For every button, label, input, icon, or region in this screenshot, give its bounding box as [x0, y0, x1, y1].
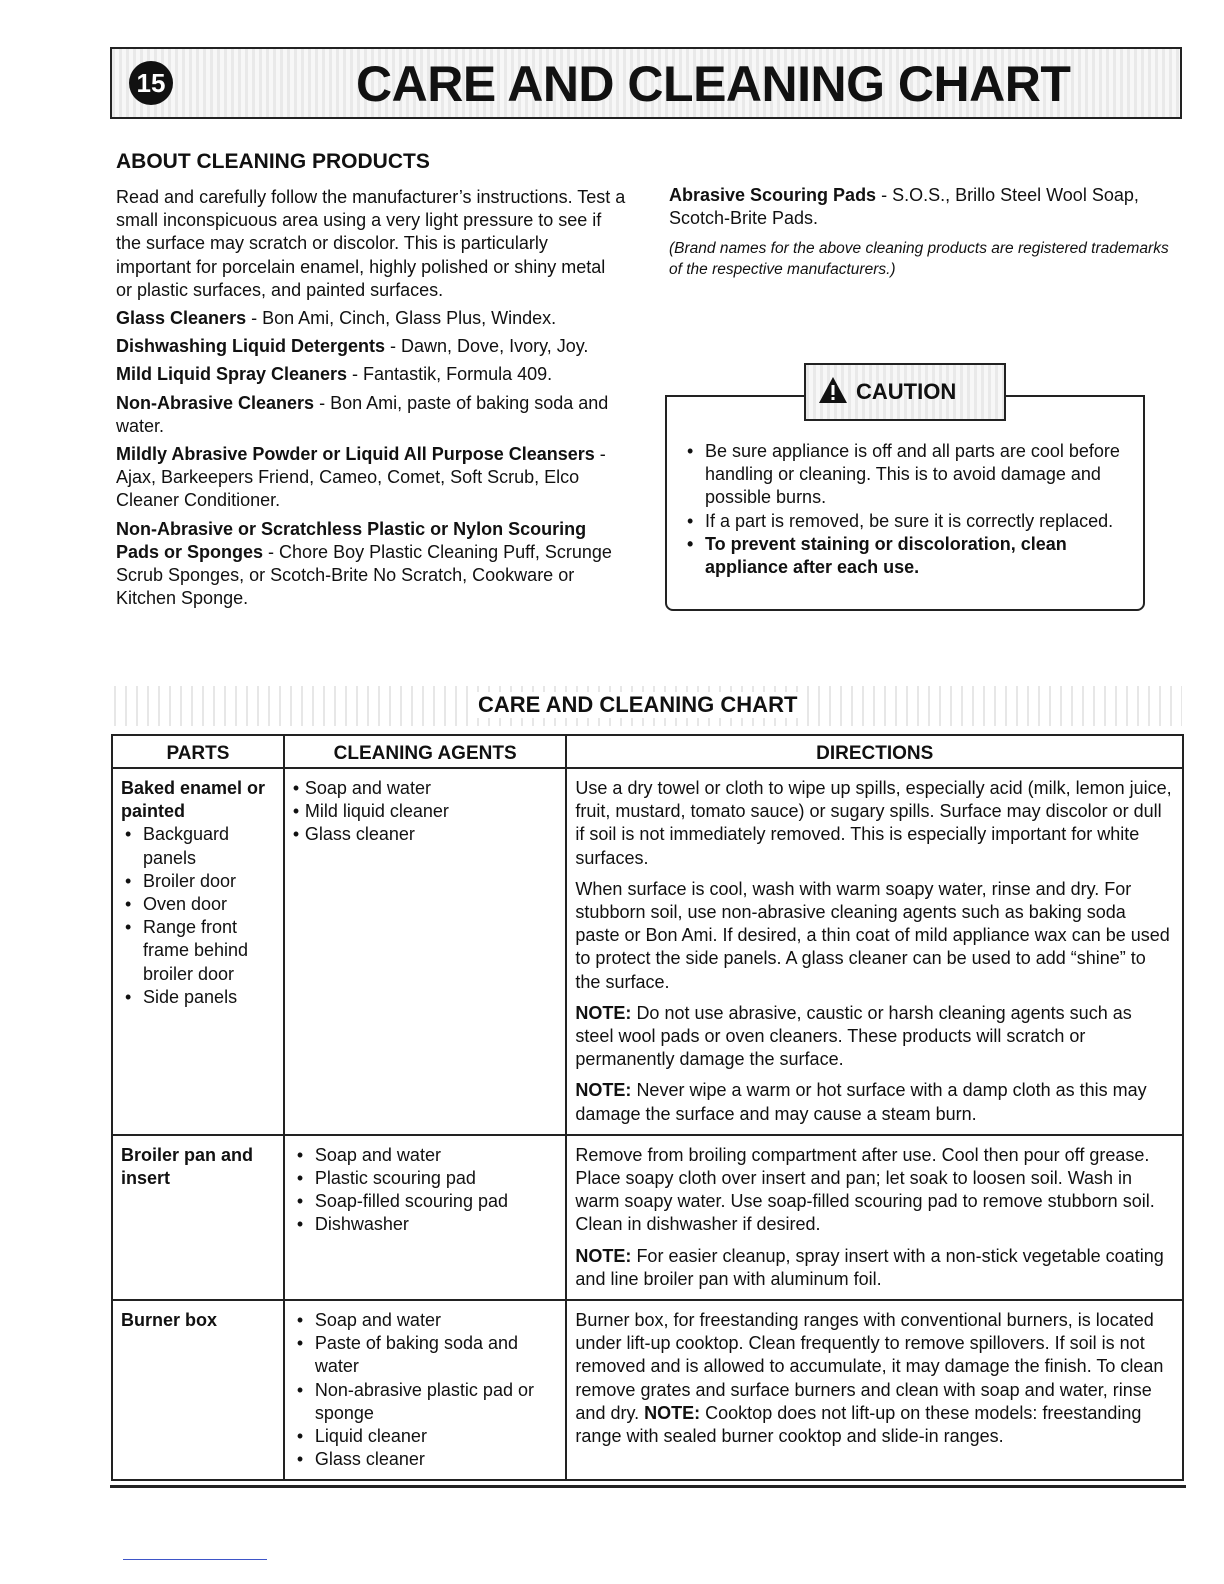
caution-label — [804, 363, 1006, 421]
note-label: NOTE: — [644, 1402, 701, 1423]
table-row — [112, 768, 1183, 1135]
agents-cell — [284, 1300, 567, 1480]
product-entry — [669, 184, 1169, 230]
directions-cell — [566, 1135, 1183, 1300]
subpart-item: • Side panels — [121, 986, 275, 1009]
note-text: Never wipe a warm or hot surface with a damp cloth as this may damage the surface and may cause a steam burn. — [575, 1080, 1147, 1124]
product-brands: - Dawn, Dove, Ivory, Joy. — [385, 336, 589, 357]
product-name: Glass Cleaners — [116, 308, 247, 329]
caution-item: • If a part is removed, be sure it is correctly replaced. — [683, 510, 1123, 533]
chart-banner — [110, 686, 1182, 726]
column-header-parts: PARTS — [112, 735, 284, 768]
direction-body: Burner box, for freestanding ranges with conventional burners, is located under lift-up cooktop. Clean frequently to remove spillovers. If soil is not removed and is allowed to accumulate, it may damage the finish. To clean remove grates and surface burners and clean with soap and water, rinse and dry. — [575, 1310, 1164, 1423]
chart-banner-title: CARE AND CLEANING CHART — [470, 692, 805, 718]
note-label: NOTE: — [575, 1002, 632, 1023]
agent-item: • Plastic scouring pad — [293, 1167, 558, 1190]
part-name: Broiler pan and insert — [121, 1144, 254, 1189]
direction-note — [575, 1002, 1174, 1072]
about-right-column — [669, 184, 1169, 288]
parts-cell — [112, 1300, 284, 1480]
note-text: For easier cleanup, spray insert with a non-stick vegetable coating and line broiler pan with aluminum foil. — [575, 1245, 1164, 1289]
product-brands: - Fantastik, Formula 409. — [347, 364, 553, 385]
footer-link-rule — [123, 1559, 267, 1560]
agent-item: • Dishwasher — [293, 1213, 558, 1236]
agent-item: • Paste of baking soda and water — [293, 1332, 558, 1378]
product-entry — [116, 363, 626, 386]
note-label: NOTE: — [575, 1080, 632, 1101]
subpart-list — [121, 823, 275, 1009]
agent-item: • Soap-filled scouring pad — [293, 1190, 558, 1213]
directions-cell — [566, 1300, 1183, 1480]
direction-note — [575, 1245, 1174, 1291]
product-brands: - Bon Ami, paste of baking soda and water. — [116, 392, 609, 436]
product-name: Abrasive Scouring Pads — [669, 185, 877, 205]
part-name: Burner box — [121, 1310, 218, 1331]
subpart-item: • Broiler door — [121, 870, 275, 893]
column-header-agents: CLEANING AGENTS — [284, 735, 567, 768]
product-name: Mildly Abrasive Powder or Liquid All Purpose Cleansers — [116, 444, 595, 465]
bottom-rule — [110, 1485, 1186, 1488]
parts-cell — [112, 1135, 284, 1300]
agent-list — [293, 1309, 558, 1471]
warning-triangle-icon — [818, 376, 848, 409]
direction-text: Use a dry towel or cloth to wipe up spills, especially acid (milk, lemon juice, fruit, mustard, tomato sauce) or sugary spills. Surface may discolor or dull if soil is not immediately removed. This is especially important for white surfaces. — [575, 778, 1172, 868]
agent-item: • Soap and water — [293, 777, 558, 800]
care-table — [111, 734, 1184, 1481]
column-header-directions: DIRECTIONS — [566, 735, 1183, 768]
directions-cell — [566, 768, 1183, 1135]
about-left-column — [116, 186, 626, 615]
trademark-note: (Brand names for the above cleaning products are registered trademarks of the respective manufacturers.) — [669, 240, 1169, 279]
agent-item: • Glass cleaner — [293, 1448, 558, 1471]
agent-list — [293, 777, 558, 847]
page-title: CARE AND CLEANING CHART — [356, 56, 1071, 112]
agent-item: • Liquid cleaner — [293, 1425, 558, 1448]
note-text: Do not use abrasive, caustic or harsh cleaning agents such as steel wool pads or oven cleaners. These products will scratch or permanently damage the surface. — [575, 1002, 1132, 1070]
subpart-item: • Range front frame behind broiler door — [121, 916, 275, 986]
product-entry — [116, 518, 626, 611]
table-row — [112, 1300, 1183, 1480]
section-number-badge: 15 — [129, 61, 173, 105]
parts-cell — [112, 768, 284, 1135]
product-entry — [116, 335, 626, 358]
product-name: Non-Abrasive or Scratchless Plastic or Nylon Scouring Pads or Sponges — [116, 518, 587, 562]
product-entry — [116, 443, 626, 513]
caution-item: • Be sure appliance is off and all parts are cool before handling or cleaning. This is to avoid damage and possible burns. — [683, 440, 1123, 510]
product-brands: - Bon Ami, Cinch, Glass Plus, Windex. — [246, 308, 557, 329]
about-intro: Read and carefully follow the manufacturer’s instructions. Test a small inconspicuous area using a very light pressure to see if the surface may scratch or discolor. This is particularly important for porcelain enamel, highly polished or shiny metal or plastic surfaces, and painted surfaces. — [116, 187, 626, 300]
caution-text: CAUTION — [856, 379, 957, 404]
table-row — [112, 1135, 1183, 1300]
direction-text — [575, 1309, 1174, 1448]
agent-item: • Mild liquid cleaner — [293, 800, 558, 823]
direction-note — [575, 1079, 1174, 1125]
product-name: Non-Abrasive Cleaners — [116, 392, 315, 413]
product-brands: - Ajax, Barkeepers Friend, Cameo, Comet, Soft Scrub, Elco Cleaner Conditioner. — [116, 444, 606, 511]
agent-item: • Non-abrasive plastic pad or sponge — [293, 1379, 558, 1425]
product-brands: - Chore Boy Plastic Cleaning Puff, Scrunge Scrub Sponges, or Scotch-Brite No Scratch, Cookware or Kitchen Sponge. — [116, 541, 612, 609]
product-entry — [116, 392, 626, 438]
agent-item: • Soap and water — [293, 1309, 558, 1332]
product-brands: - S.O.S., Brillo Steel Wool Soap, Scotch-Brite Pads. — [669, 185, 1139, 229]
caution-list — [683, 440, 1123, 579]
part-name: Baked enamel or painted — [121, 778, 266, 822]
table-header-row — [112, 735, 1183, 768]
about-heading: ABOUT CLEANING PRODUCTS — [116, 150, 430, 173]
note-text: Cooktop does not lift-up on these models: freestanding range with sealed burner cooktop and slide-in ranges. — [575, 1402, 1142, 1447]
agents-cell — [284, 1135, 567, 1300]
note-label: NOTE: — [575, 1245, 632, 1266]
subpart-item: • Oven door — [121, 893, 275, 916]
product-name: Dishwashing Liquid Detergents — [116, 336, 386, 357]
direction-text: When surface is cool, wash with warm soapy water, rinse and dry. For stubborn soil, use non-abrasive cleaning agents such as baking soda paste or Bon Ami. If desired, a thin coat of mild appliance wax can be used to protect the side panels. A glass cleaner can be used to add “shine” to the surface. — [575, 878, 1170, 992]
direction-text: Remove from broiling compartment after use. Cool then pour off grease. Place soapy cloth over insert and pan; let soak to loosen soil. Wash in warm soapy water. Use soap-filled scouring pad to remove stubborn soil. Clean in dishwasher if desired. — [575, 1144, 1155, 1235]
product-name: Mild Liquid Spray Cleaners — [116, 364, 348, 385]
agent-item: • Glass cleaner — [293, 823, 558, 846]
agent-item: • Soap and water — [293, 1144, 558, 1167]
agent-list — [293, 1144, 558, 1237]
caution-item: • To prevent staining or discoloration, clean appliance after each use. — [683, 533, 1123, 579]
agents-cell — [284, 768, 567, 1135]
subpart-item: • Backguard panels — [121, 823, 275, 869]
product-entry — [116, 307, 626, 330]
page-header — [110, 47, 1182, 119]
